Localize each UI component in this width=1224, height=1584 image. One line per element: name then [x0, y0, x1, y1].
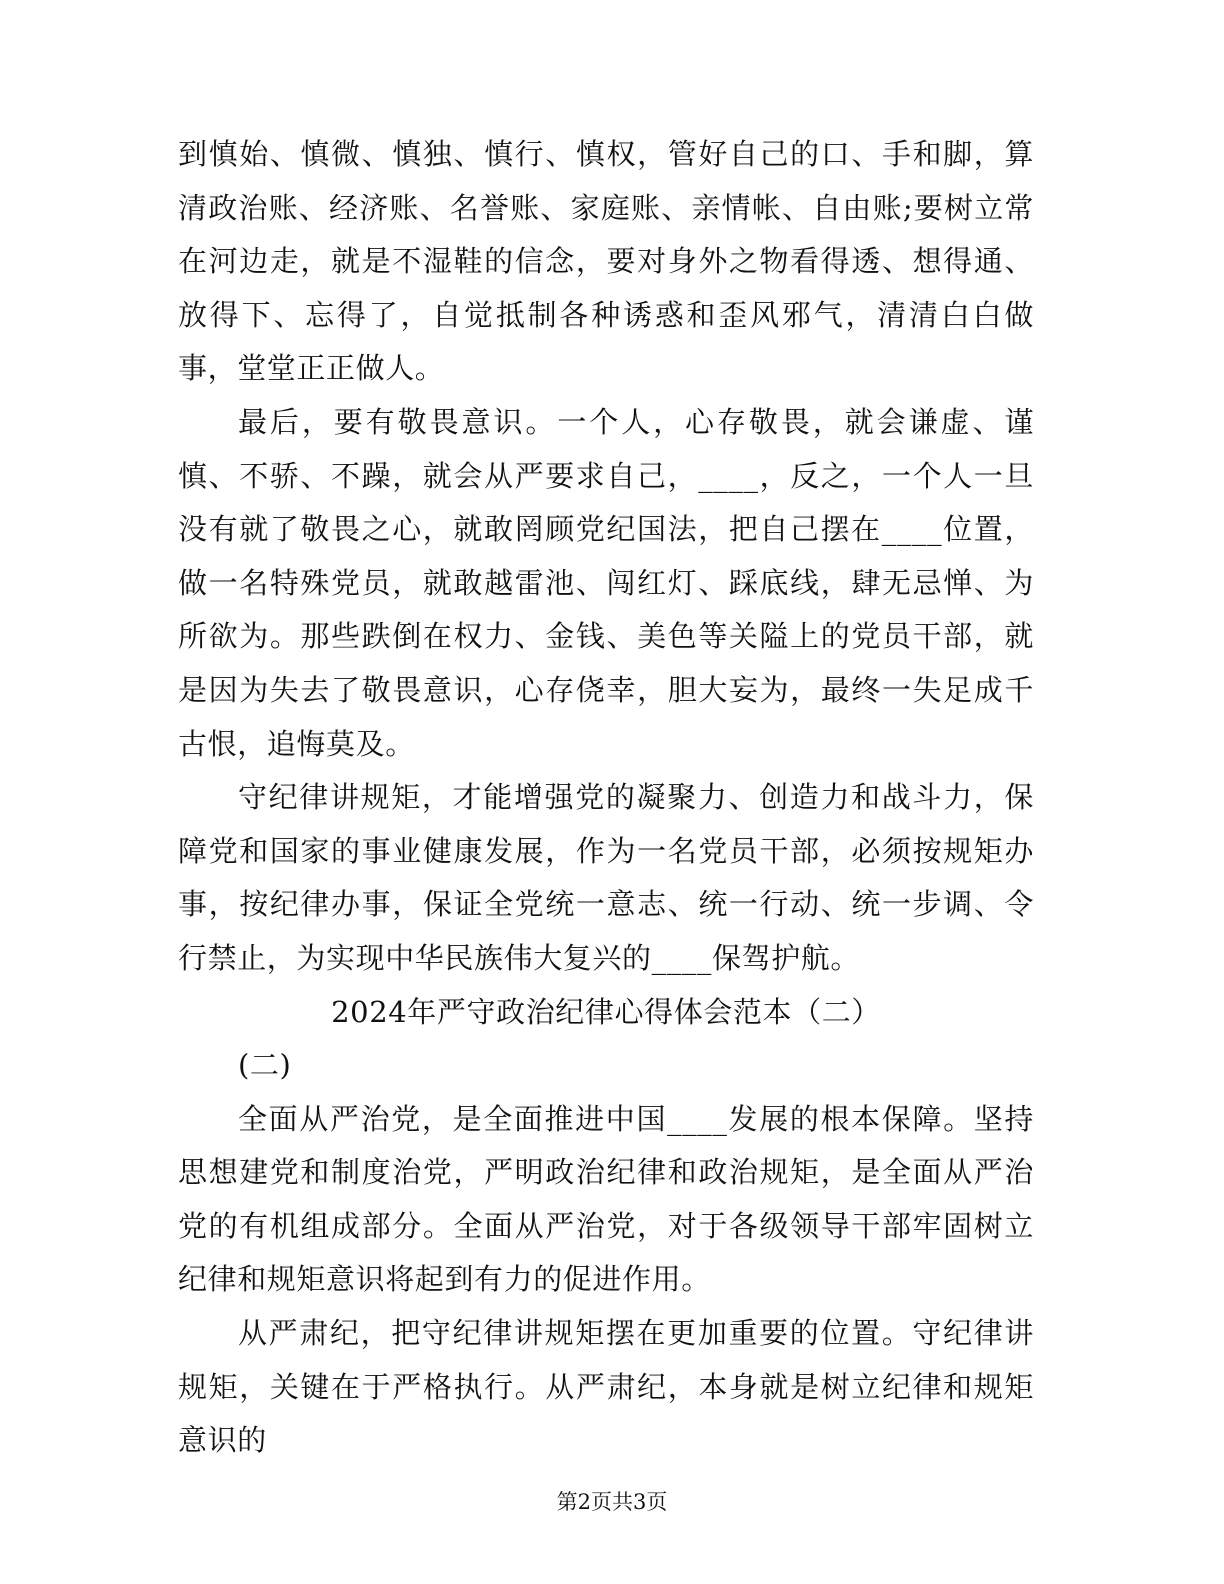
section-number: (二): [238, 1048, 292, 1083]
paragraph: 最后，要有敬畏意识。一个人，心存敬畏，就会谦虚、谨慎、不骄、不躁，就会从严要求自己，____，反之，一个人一旦没有就了敬畏之心，就敢罔顾党纪国法，把自己摆在____位置，做一名特殊党员，就敢越雷池、闯红灯、踩底线，肆无忌惮、为所欲为。那些跌倒在权力、金钱、美色等关隘上的党员干部，就是因为失去了敬畏意识，心存侥幸，胆大妄为，最终一失足成千古恨，追悔莫及。: [178, 404, 1034, 761]
page-number-footer: 第2页共3页: [556, 1490, 668, 1514]
section-title: 2024年严守政治纪律心得体会范本（二）: [331, 994, 881, 1029]
paragraph: 到慎始、慎微、慎独、慎行、慎权，管好自己的口、手和脚，算清政治账、经济账、名誉账、家庭账、亲情帐、自由账;要树立常在河边走，就是不湿鞋的信念，要对身外之物看得透、想得通、放得下、忘得了，自觉抵制各种诱惑和歪风邪气，清清白白做事，堂堂正正做人。: [178, 137, 1034, 386]
paragraph: 守纪律讲规矩，才能增强党的凝聚力、创造力和战斗力，保障党和国家的事业健康发展，作为一名党员干部，必须按规矩办事，按纪律办事，保证全党统一意志、统一行动、统一步调、令行禁止，为实现中华民族伟大复兴的____保驾护航。: [178, 780, 1034, 975]
paragraph: 从严肃纪，把守纪律讲规矩摆在更加重要的位置。守纪律讲规矩，关键在于严格执行。从严肃纪，本身就是树立纪律和规矩意识的: [178, 1316, 1034, 1458]
paragraph: 全面从严治党，是全面推进中国____发展的根本保障。坚持思想建党和制度治党，严明政治纪律和政治规矩，是全面从严治党的有机组成部分。全面从严治党，对于各级领导干部牢固树立纪律和规矩意识将起到有力的促进作用。: [178, 1101, 1034, 1297]
document-body: [178, 128, 1034, 1468]
